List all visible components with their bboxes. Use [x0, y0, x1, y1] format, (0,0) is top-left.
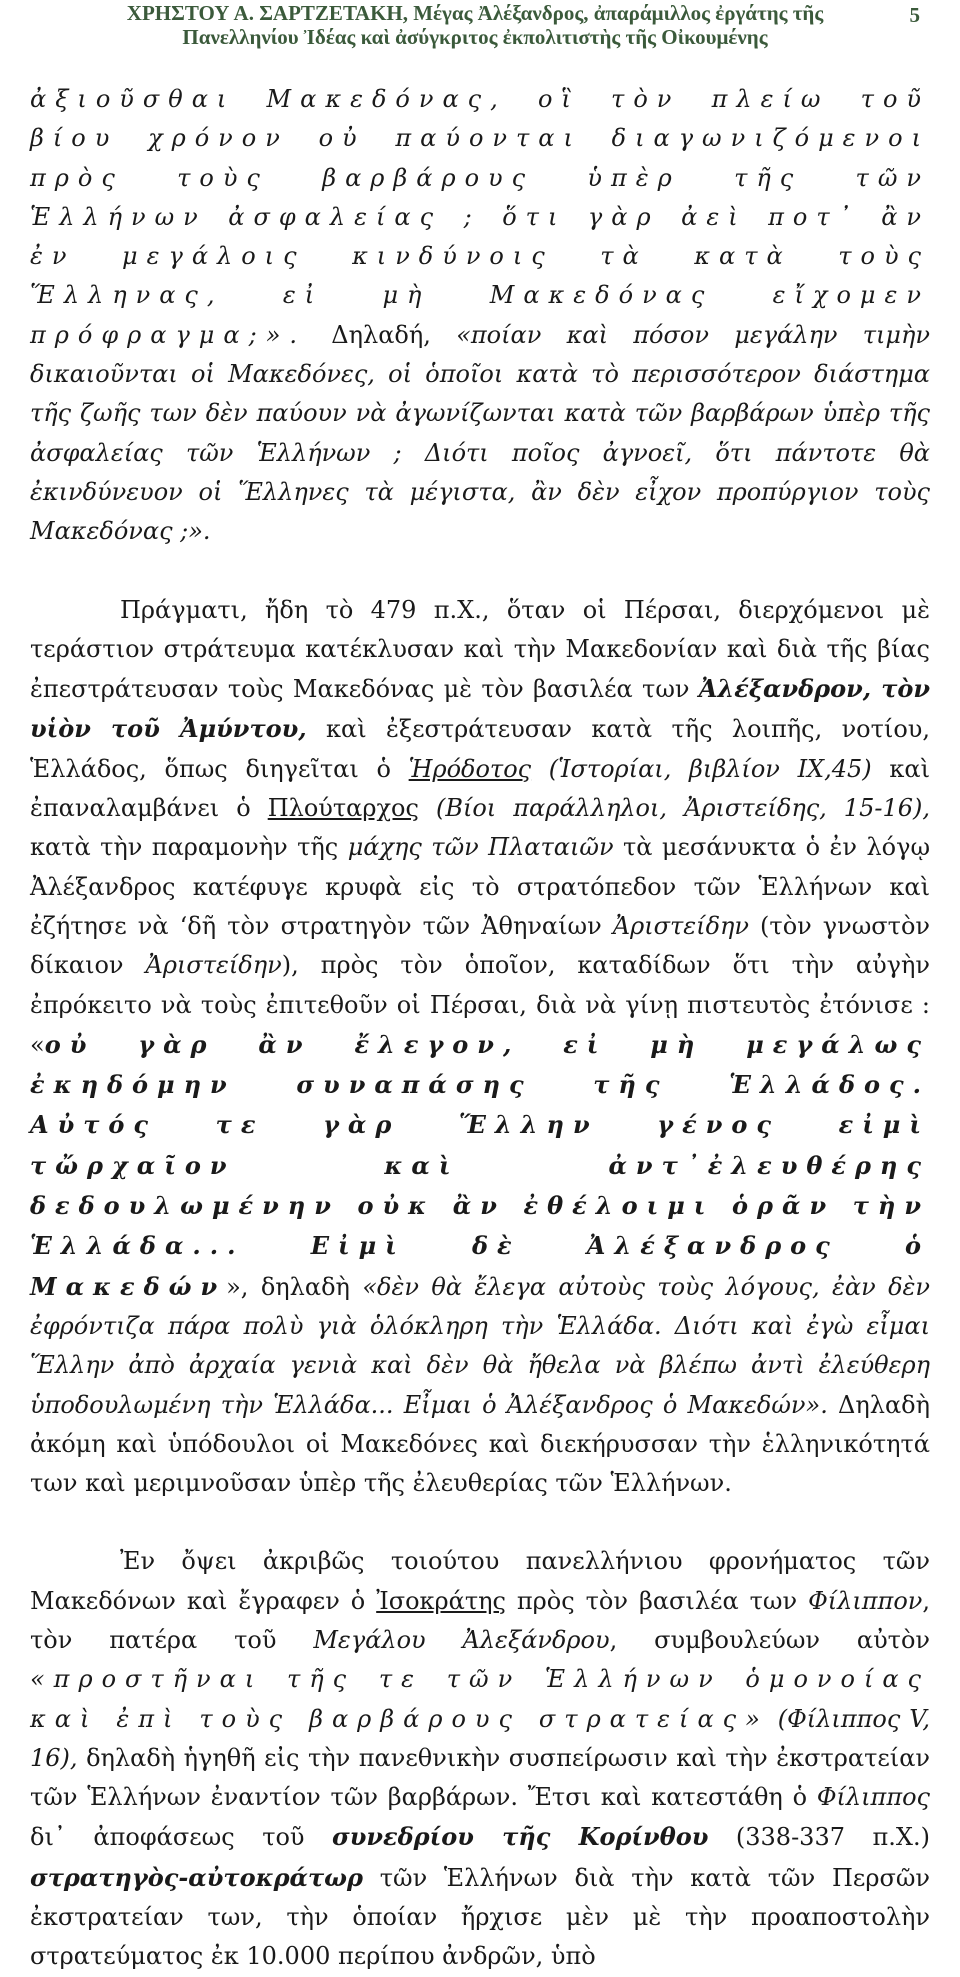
- text-run: (τὸν γνωστὸν δίκαιον: [30, 911, 930, 980]
- text-run: (338-337 π.Χ.): [708, 1823, 931, 1852]
- text-run: τῶν Ἑλλήνων διὰ τὴν κατὰ τῶν Περσῶν ἐκστρατείαν των, τὴν ὁποίαν ἤρχισε μὲν μὲ τὴν προαποστολὴν στρατεύματος ἐκ 10.000 περίπου ἀνδρῶν, ὑπὸ: [30, 1863, 930, 1971]
- citation: (Βίοι παράλληλοι, Ἀριστείδης, 15-16),: [418, 794, 930, 823]
- text-run: Δηλαδὴ ἀκόμη καὶ ὑπόδουλοι οἱ Μακεδόνες καὶ διεκήρυσσαν τὴν ἑλληνικότητά των καὶ μεριμνοῦσαν ὑπὲρ τῆς ἐλευθερίας τῶν Ἑλλήνων.: [30, 1390, 930, 1498]
- paragraph-2: [30, 591, 930, 1504]
- author-isocrates: Ἰσοκράτης: [376, 1586, 506, 1615]
- person-name: Φίλιππον: [808, 1586, 923, 1615]
- text-run: πρὸς τὸν βασιλέα των: [505, 1586, 809, 1615]
- text-run: κατὰ τὴν παραμονὴν τῆς: [30, 833, 348, 862]
- text-run: , συμβουλεύων αὐτὸν: [609, 1625, 930, 1654]
- header-line-2: Πανελληνίου Ἰδέας καὶ ἀσύγκριτος ἐκπολιτιστὴς τῆς Οἰκουμένης: [182, 25, 768, 49]
- text-run: Ἐν ὄψει ἀκριβῶς τοιούτου πανελλήνιου φρονήματος τῶν Μακεδόνων καὶ ἔγραφεν ὁ: [30, 1547, 930, 1615]
- paragraph-3: [30, 1542, 930, 1976]
- paragraph-1: [30, 80, 930, 552]
- text-run: Δηλαδή,: [306, 320, 457, 349]
- person-name: Μεγάλου Ἀλεξάνδρου: [313, 1625, 610, 1654]
- text-run: δηλαδὴ ἡγηθῆ εἰς τὴν πανεθνικὴν συσπείρωσιν καὶ τὴν ἐκστρατείαν τῶν Ἑλλήνων ἐναντίον τῶν βαρβάρων. Ἔτσι καὶ κατεστάθη ὁ: [30, 1743, 930, 1812]
- author-plutarch: Πλούταρχος: [267, 794, 419, 823]
- text-run: τὰ μεσάνυκτα ὁ ἐν λόγῳ Ἀλέξανδρος κατέφυγε κρυφὰ εἰς τὸ στρατόπεδον τῶν Ἑλλήνων καὶ ἐζήτησε νὰ ‘δῆ τὸν στρατηγὸν τῶν Ἀθηναίων: [30, 833, 931, 940]
- running-header: [0, 0, 960, 56]
- quote-greek-spaced: ἀξιοῦσθαι Μακεδόνας, οἳ τὸν πλείω τοῦ βίου χρόνον οὐ παύονται διαγωνιζόμενοι πρὸς τοὺς βαρβάρους ὑπὲρ τῆς τῶν Ἑλλήνων ἀσφαλείας ; ὅτι γὰρ ἀεὶ ποτ᾽ ἂν ἐν μεγάλοις κινδύνοις τὰ κατὰ τοὺς Ἕλληνας, εἰ μὴ Μακεδόνας εἴχομεν πρόφραγμα;».: [30, 85, 930, 349]
- citation: (Ἱστορίαι, βιβλίον ΙΧ,45): [531, 754, 872, 783]
- text-run: ), πρὸς τὸν ὁποῖον, καταδίδων ὅτι τὴν αὐγὴν ἐπρόκειτο νὰ τοὺς ἐπιτεθοῦν οἱ Πέρσαι, διὰ νὰ γίνῃ πιστευτὸς ἐτόνισε : «: [30, 951, 930, 1059]
- person-name: Ἀριστείδην: [612, 911, 749, 940]
- quote-translation: «δὲν θὰ ἔλεγα αὐτοὺς τοὺς λόγους, ἐὰν δὲν ἐφρόντιζα πάρα πολὺ γιὰ ὁλόκληρη τὴν Ἑλλάδα. Διότι καὶ ἐγὼ εἶμαι Ἕλλην ἀπὸ ἀρχαία γενιὰ καὶ δὲν θὰ ἤθελα νὰ βλέπω ἀντὶ ἐλεύθερη ὑποδουλωμένη τὴν Ἑλλάδα... Εἶμαι ὁ Ἀλέξανδρος ὁ Μακεδών».: [30, 1272, 930, 1419]
- page-number: 5: [909, 3, 920, 27]
- person-name: Ἀριστείδην: [145, 951, 282, 980]
- text-run: δι᾽ ἀποφάσεως τοῦ: [30, 1823, 333, 1852]
- header-line-1: ΧΡΗΣΤΟΥ Α. ΣΑΡΤΖΕΤΑΚΗ, Μέγας Ἀλέξανδρος, ἀπαράμιλλος ἐργάτης τῆς: [126, 1, 824, 25]
- text-run: », δηλαδὴ: [226, 1272, 363, 1301]
- text-run: καὶ ἐξεστράτευσαν κατὰ τῆς λοιπῆς, νοτίου, Ἑλλάδος, ὅπως διηγεῖται ὁ: [30, 715, 930, 783]
- quote-greek-spaced: «προστῆναι τῆς τε τῶν Ἑλλήνων ὁμονοίας καὶ ἐπὶ τοὺς βαρβάρους στρατείας»: [30, 1665, 930, 1733]
- emphasis-term: συνεδρίου τῆς Κορίνθου: [332, 1822, 709, 1852]
- emphasis-term: στρατηγὸς-αὐτοκράτωρ: [30, 1862, 363, 1892]
- text-run: καὶ ἐπαναλαμβάνει ὁ: [30, 754, 930, 823]
- quote-greek-spaced-bold: οὐ γὰρ ἂν ἔλεγον, εἰ μὴ μεγάλως ἐκηδόμην συναπάσης τῆς Ἑλλάδος. Αὐτός τε γὰρ Ἕλλην γένος εἰμὶ τὤρχαῖον καὶ ἀντ᾽ἐλευθέρης δεδουλωμένην οὐκ ἂν ἐθέλοιμι ὁρᾶν τὴν Ἑλλάδα... Εἰμὶ δὲ Ἀλέξανδρος ὁ Μακεδών: [30, 1029, 930, 1301]
- battle-name: μάχης τῶν Πλαταιῶν: [347, 833, 614, 862]
- body-text: [30, 80, 930, 1977]
- emphasis-name: Ἀλέξανδρον, τὸν υἱὸν τοῦ Ἀμύντου,: [30, 674, 931, 744]
- quote-translation: «ποίαν καὶ πόσον μεγάλην τιμὴν δικαιοῦνται οἱ Μακεδόνες, οἱ ὁποῖοι κατὰ τὸ περισσότερον διάστημα τῆς ζωῆς των δὲν παύουν νὰ ἀγωνίζωνται κατὰ τῶν βαρβάρων ὑπὲρ τῆς ἀσφαλείας τῶν Ἑλλήνων ; Διότι ποῖος ἀγνοεῖ, ὅτι πάντοτε θὰ ἐκινδύνευον οἱ Ἕλληνες τὰ μέγιστα, ἂν δὲν εἶχον προπύργιον τοὺς Μακεδόνας ;».: [30, 320, 931, 546]
- person-name: Φίλιππος: [816, 1783, 930, 1812]
- text-run: , τὸν πατέρα τοῦ: [30, 1586, 930, 1654]
- author-herodotus: Ἡρόδοτος: [408, 754, 532, 783]
- citation: (Φίλιππος V, 16),: [30, 1704, 931, 1772]
- text-run: Πράγματι, ἤδη τὸ 479 π.Χ., ὅταν οἱ Πέρσαι, διερχόμενοι μὲ τεράστιον στράτευμα κατέκλυσαν καὶ τὴν Μακεδονίαν καὶ διὰ τῆς βίας ἐπεστράτευσαν τοὺς Μακεδόνας μὲ τὸν βασιλέα των: [30, 595, 930, 704]
